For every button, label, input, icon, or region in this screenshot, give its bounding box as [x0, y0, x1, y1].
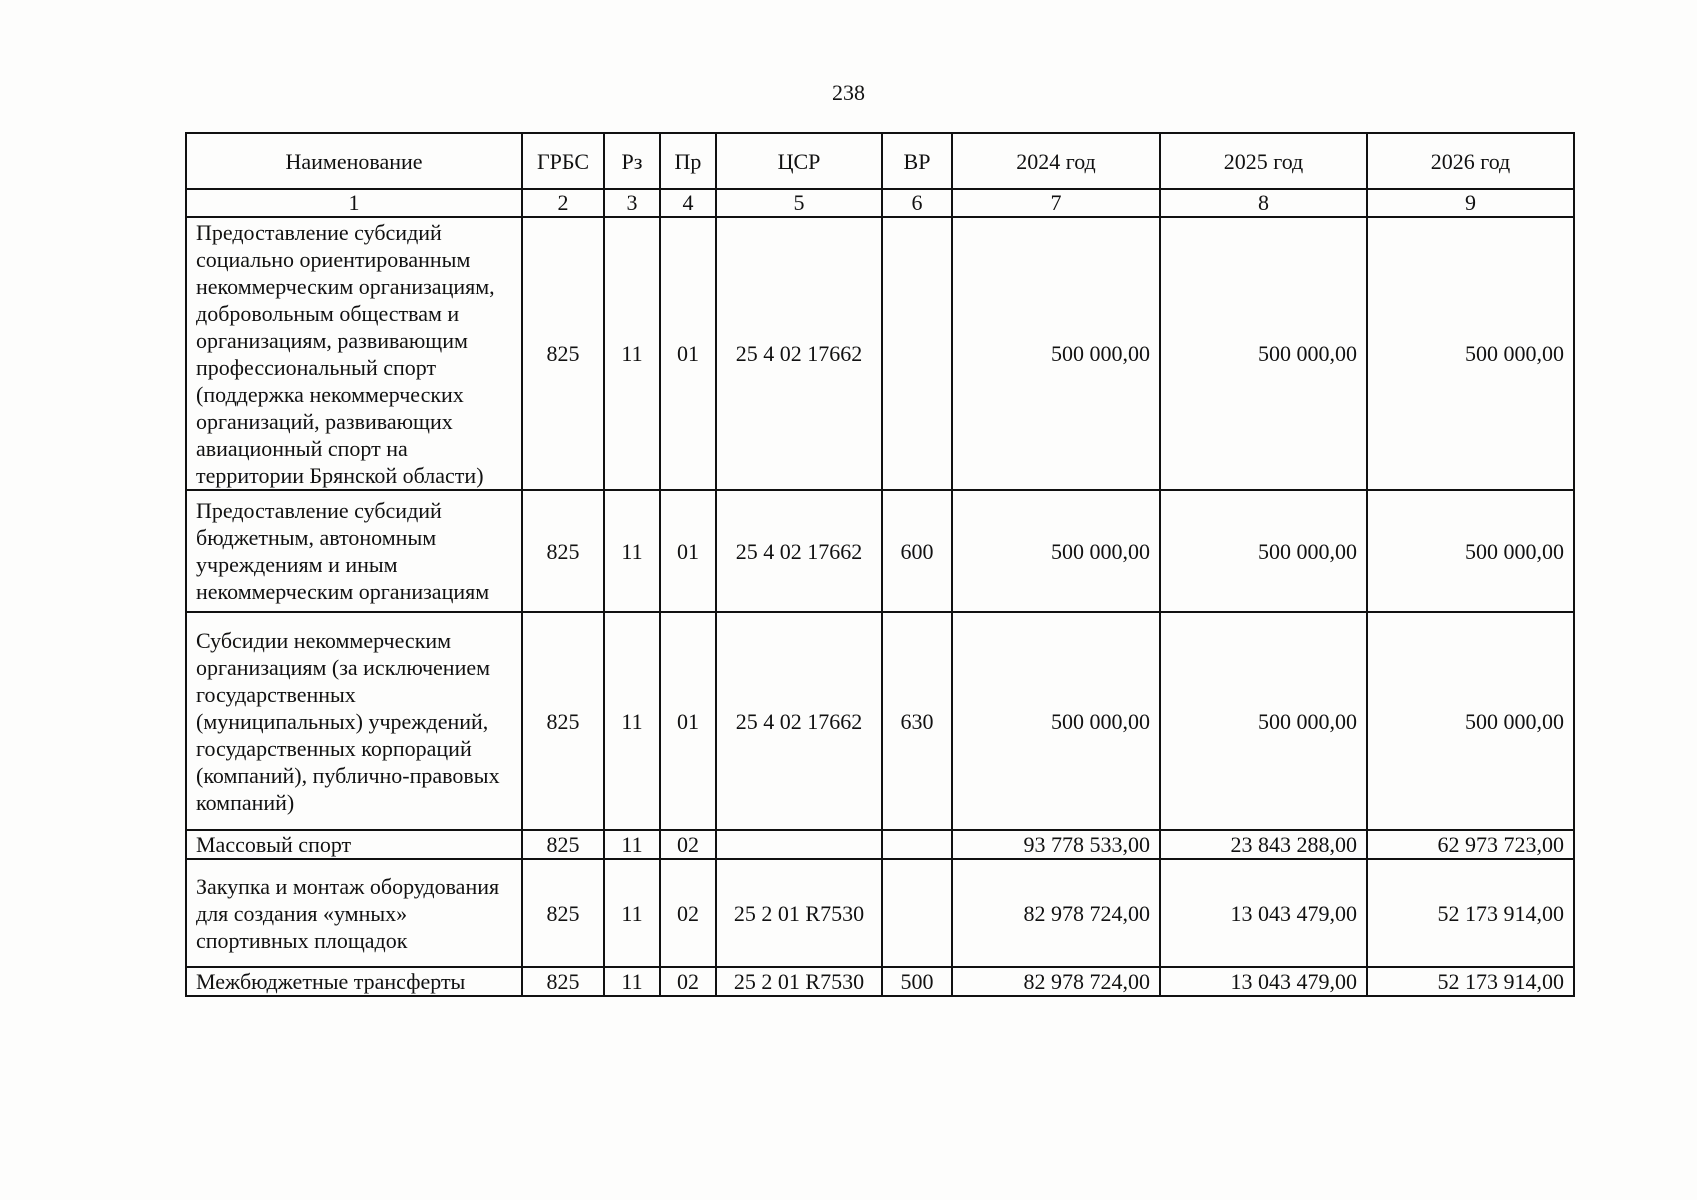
cell-2026: 62 973 723,00 — [1367, 830, 1574, 859]
cell-rz: 11 — [604, 490, 660, 612]
budget-table — [185, 132, 1575, 997]
cell-2025: 500 000,00 — [1160, 490, 1367, 612]
cell-csr: 25 2 01 R7530 — [716, 967, 882, 996]
header-vr: ВР — [882, 133, 952, 189]
column-number-row — [186, 189, 1574, 217]
cell-2024: 500 000,00 — [952, 612, 1160, 830]
cell-2025: 13 043 479,00 — [1160, 967, 1367, 996]
header-2025: 2025 год — [1160, 133, 1367, 189]
cell-grbs: 825 — [522, 830, 604, 859]
table-row — [186, 490, 1574, 612]
row-name: Предоставление субсидий бюджетным, автономным учреждениям и иным некоммерческим организациям — [186, 490, 522, 612]
column-number: 5 — [716, 189, 882, 217]
cell-2026: 52 173 914,00 — [1367, 859, 1574, 967]
cell-vr — [882, 859, 952, 967]
cell-rz: 11 — [604, 859, 660, 967]
row-name: Межбюджетные трансферты — [186, 967, 522, 996]
cell-vr: 600 — [882, 490, 952, 612]
cell-vr — [882, 830, 952, 859]
cell-2026: 500 000,00 — [1367, 490, 1574, 612]
column-number: 4 — [660, 189, 716, 217]
table-row — [186, 967, 1574, 996]
header-2026: 2026 год — [1367, 133, 1574, 189]
column-number: 6 — [882, 189, 952, 217]
page-number: 238 — [832, 80, 865, 105]
table-row — [186, 830, 1574, 859]
cell-2024: 93 778 533,00 — [952, 830, 1160, 859]
cell-csr: 25 4 02 17662 — [716, 217, 882, 490]
column-number: 2 — [522, 189, 604, 217]
cell-grbs: 825 — [522, 217, 604, 490]
cell-2025: 500 000,00 — [1160, 612, 1367, 830]
cell-grbs: 825 — [522, 859, 604, 967]
cell-pr: 02 — [660, 859, 716, 967]
cell-vr — [882, 217, 952, 490]
row-name: Субсидии некоммерческим организациям (за исключением государственных (муниципальных) учреждений, государственных корпораций (компаний), публично-правовых компаний) — [186, 612, 522, 830]
header-pr: Пр — [660, 133, 716, 189]
header-row — [186, 133, 1574, 189]
table-row — [186, 217, 1574, 490]
cell-csr: 25 4 02 17662 — [716, 490, 882, 612]
table-row — [186, 859, 1574, 967]
cell-grbs: 825 — [522, 967, 604, 996]
cell-2024: 82 978 724,00 — [952, 967, 1160, 996]
cell-csr: 25 4 02 17662 — [716, 612, 882, 830]
cell-pr: 01 — [660, 490, 716, 612]
column-number: 7 — [952, 189, 1160, 217]
cell-2024: 500 000,00 — [952, 217, 1160, 490]
cell-grbs: 825 — [522, 612, 604, 830]
cell-rz: 11 — [604, 217, 660, 490]
cell-2025: 500 000,00 — [1160, 217, 1367, 490]
cell-pr: 02 — [660, 830, 716, 859]
cell-pr: 01 — [660, 612, 716, 830]
cell-rz: 11 — [604, 967, 660, 996]
cell-2025: 13 043 479,00 — [1160, 859, 1367, 967]
cell-vr: 500 — [882, 967, 952, 996]
header-csr: ЦСР — [716, 133, 882, 189]
column-number: 8 — [1160, 189, 1367, 217]
column-number: 1 — [186, 189, 522, 217]
cell-2024: 500 000,00 — [952, 490, 1160, 612]
header-2024: 2024 год — [952, 133, 1160, 189]
cell-grbs: 825 — [522, 490, 604, 612]
cell-pr: 02 — [660, 967, 716, 996]
row-name: Предоставление субсидий социально ориентированным некоммерческим организациям, добровольным обществам и организациям, развивающим профессиональный спорт (поддержка некоммерческих организаций, развивающих авиационный спорт на территории Брянской области) — [186, 217, 522, 490]
cell-2025: 23 843 288,00 — [1160, 830, 1367, 859]
cell-2026: 500 000,00 — [1367, 612, 1574, 830]
cell-pr: 01 — [660, 217, 716, 490]
cell-2026: 52 173 914,00 — [1367, 967, 1574, 996]
cell-2026: 500 000,00 — [1367, 217, 1574, 490]
row-name: Массовый спорт — [186, 830, 522, 859]
cell-rz: 11 — [604, 830, 660, 859]
cell-csr — [716, 830, 882, 859]
header-rz: Рз — [604, 133, 660, 189]
header-grbs: ГРБС — [522, 133, 604, 189]
cell-csr: 25 2 01 R7530 — [716, 859, 882, 967]
table-row — [186, 612, 1574, 830]
column-number: 9 — [1367, 189, 1574, 217]
column-number: 3 — [604, 189, 660, 217]
cell-vr: 630 — [882, 612, 952, 830]
cell-rz: 11 — [604, 612, 660, 830]
cell-2024: 82 978 724,00 — [952, 859, 1160, 967]
header-name: Наименование — [186, 133, 522, 189]
row-name: Закупка и монтаж оборудования для создания «умных» спортивных площадок — [186, 859, 522, 967]
